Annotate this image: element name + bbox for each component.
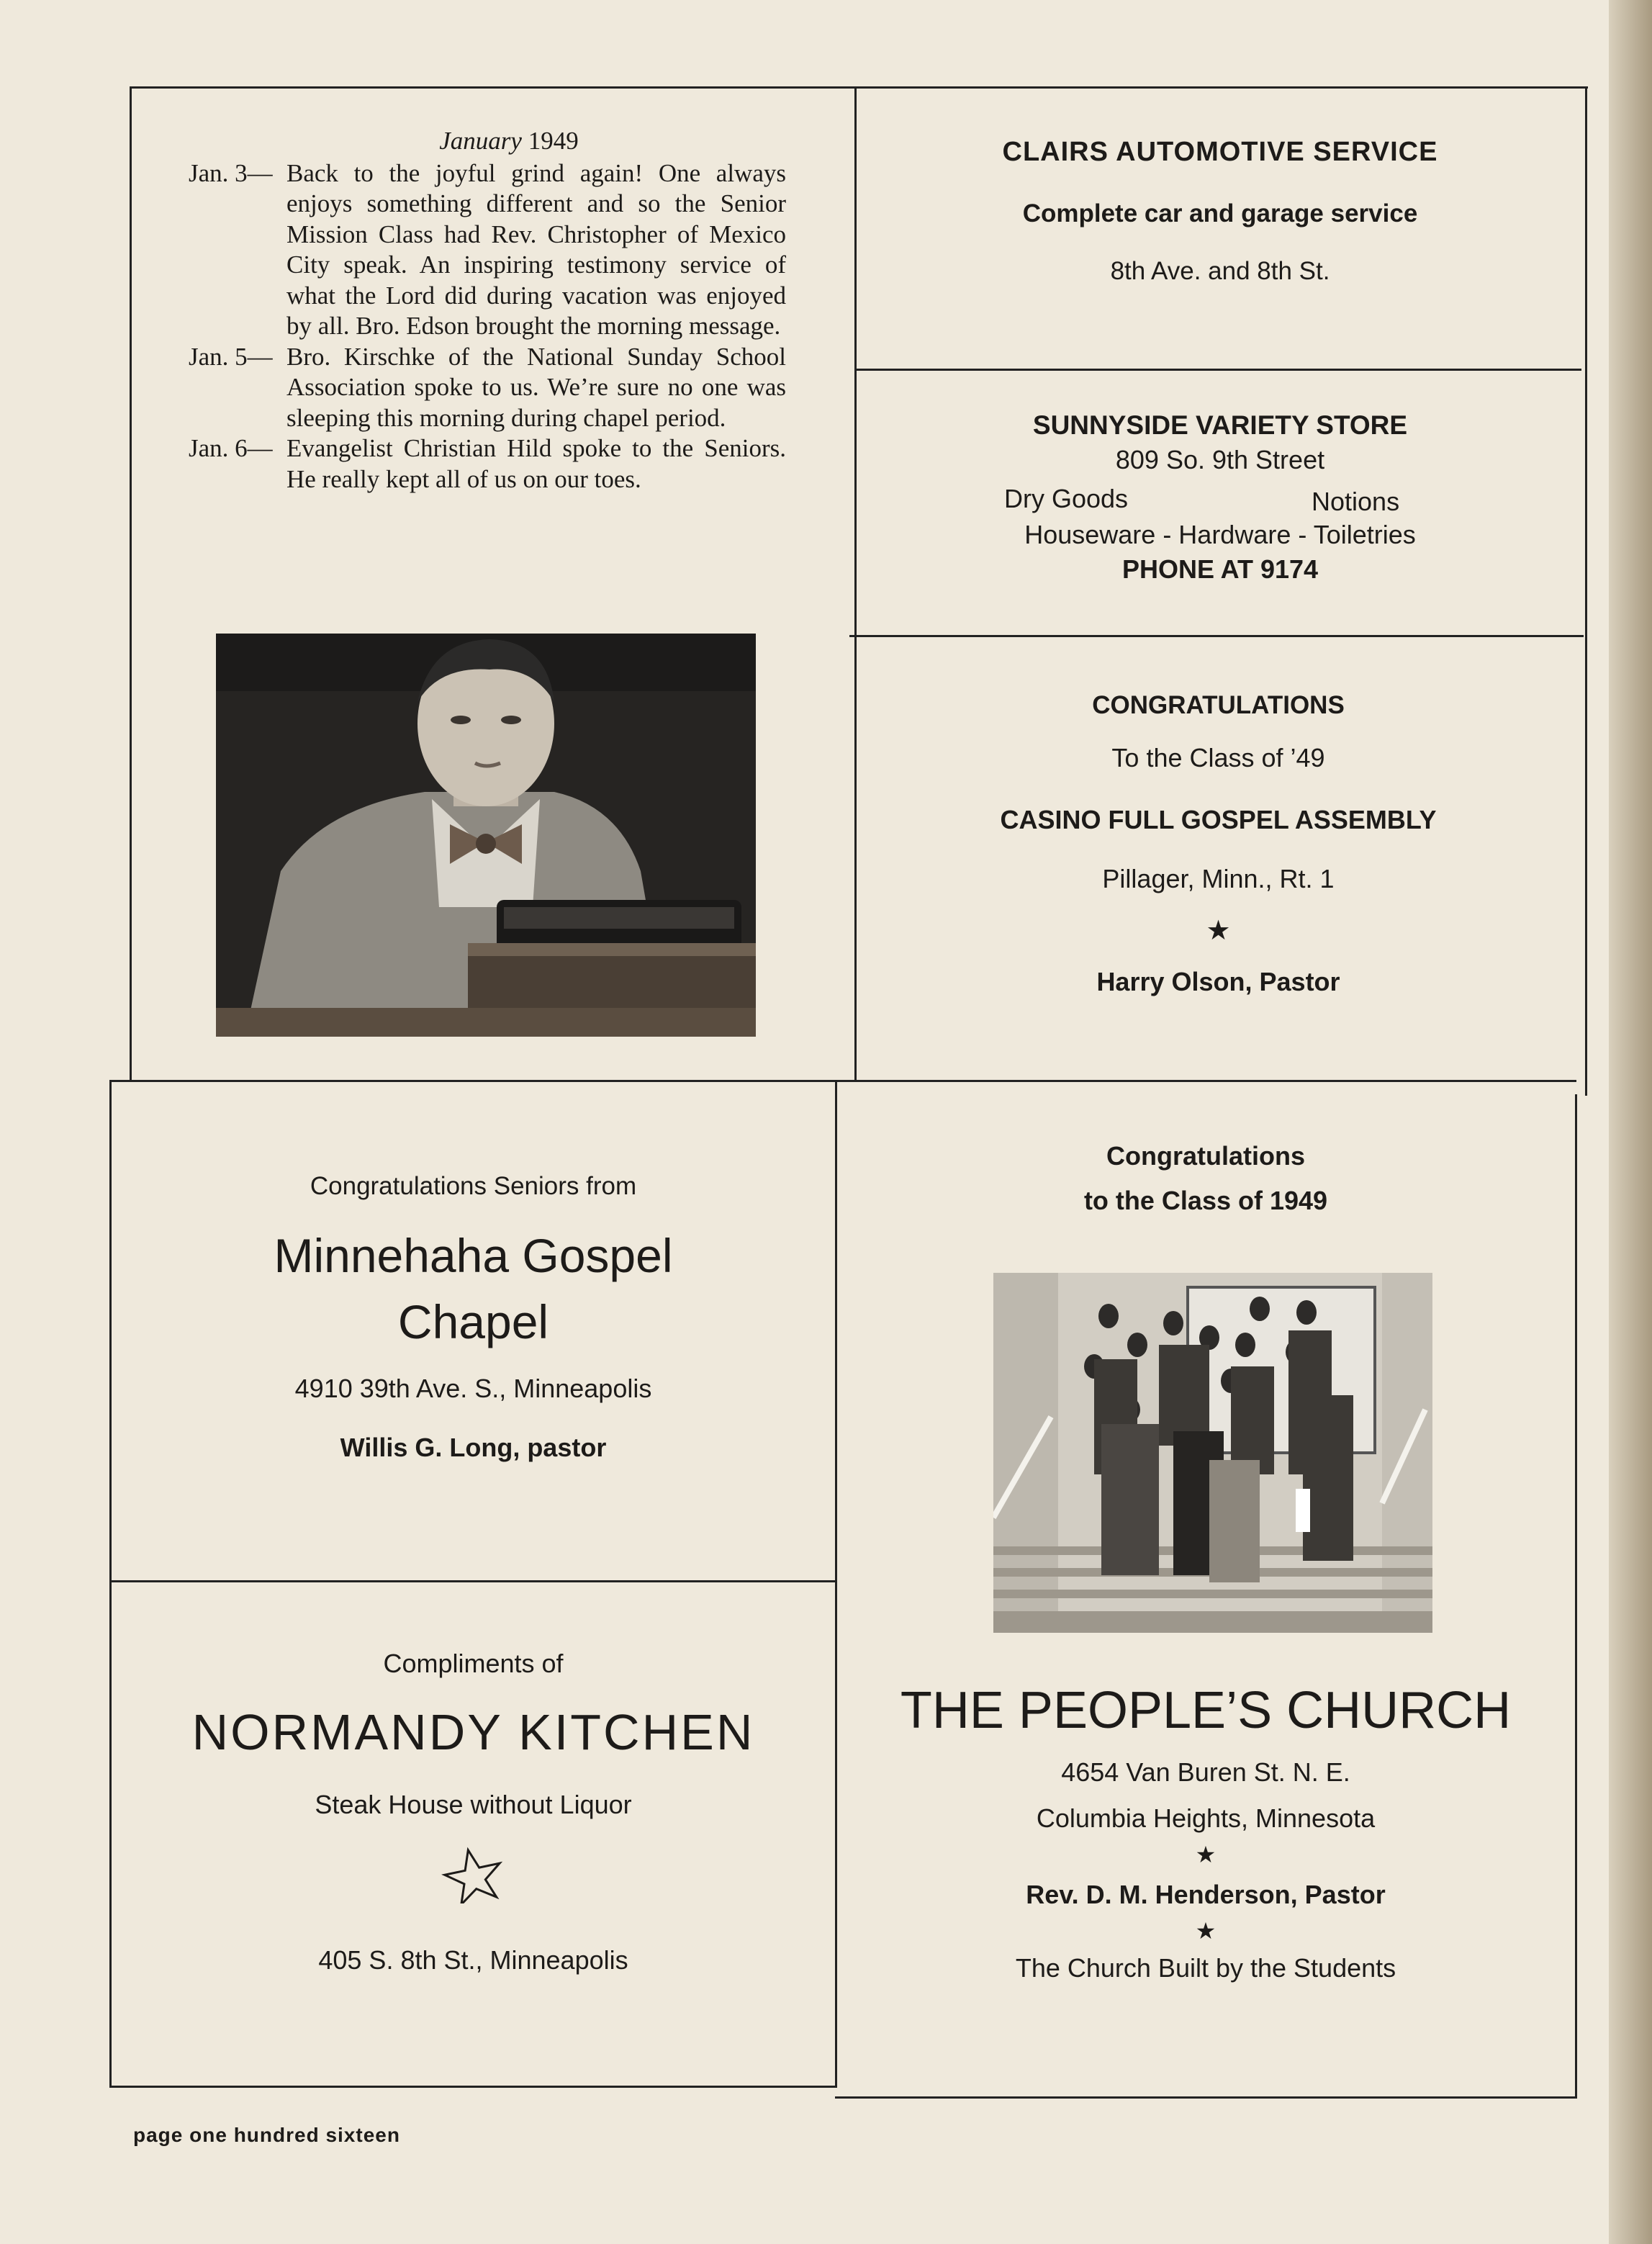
diary-month-year: 1949 <box>528 127 579 155</box>
peoples-congrats-line1: Congratulations <box>1106 1141 1305 1171</box>
normandy-tagline: Steak House without Liquor <box>315 1790 632 1819</box>
diary-entry-date: Jan. 5— <box>189 342 273 371</box>
diary-block <box>189 126 786 495</box>
sunnyside-items-row <box>857 484 1584 518</box>
casino-name: CASINO FULL GOSPEL ASSEMBLY <box>1000 805 1437 834</box>
clairs-name: CLAIRS AUTOMOTIVE SERVICE <box>1002 137 1438 167</box>
diary-entry <box>189 158 786 342</box>
peoples-congrats <box>835 1141 1576 1216</box>
frame-right-border <box>1585 86 1587 1096</box>
sunnyside-address: 809 So. 9th Street <box>1115 445 1325 474</box>
frame-top-border <box>130 86 1588 89</box>
diary-entry <box>189 433 786 495</box>
page-number-label: page one hundred sixteen <box>133 2124 400 2146</box>
diary-entry-text: Evangelist Christian Hild spoke to the Seniors. He really kept all of us on our toes. <box>286 434 786 493</box>
frame-bottom-border-left <box>109 2086 836 2088</box>
clairs-tagline: Complete car and garage service <box>1022 199 1418 227</box>
minnehaha-address: 4910 39th Ave. S., Minneapolis <box>294 1374 652 1403</box>
clairs-address: 8th Ave. and 8th St. <box>1110 257 1330 285</box>
divider-sunnyside-casino <box>849 635 1584 637</box>
diary-entry-text: Bro. Kirschke of the National Sunday School Association spoke to us. We’re sure no one was sleeping this morning during chapel period. <box>286 342 786 432</box>
star-icon: ★ <box>1195 1918 1217 1944</box>
normandy-ad <box>112 1649 835 1975</box>
star-icon: ★ <box>1195 1842 1217 1867</box>
divider-clairs-sunnyside <box>854 369 1581 371</box>
normandy-intro: Compliments of <box>383 1649 564 1678</box>
divider-minnehaha-normandy <box>112 1580 837 1582</box>
divider-middle-horizontal <box>112 1080 1576 1082</box>
minnehaha-intro: Congratulations Seniors from <box>310 1172 637 1200</box>
speaker-photo <box>216 634 756 1037</box>
peoples-motto: The Church Built by the Students <box>1015 1953 1396 1983</box>
peoples-congrats-line2: to the Class of 1949 <box>1083 1186 1328 1215</box>
peoples-pastor: Rev. D. M. Henderson, Pastor <box>1026 1880 1386 1909</box>
casino-congratulations: CONGRATULATIONS <box>1092 691 1345 719</box>
minnehaha-name-line1: Minnehaha Gospel <box>274 1229 673 1282</box>
frame-left-border <box>130 86 132 1080</box>
minnehaha-name-line2: Chapel <box>397 1295 549 1348</box>
sunnyside-ad <box>857 410 1584 585</box>
diary-month <box>189 126 786 157</box>
clairs-ad <box>857 137 1584 286</box>
church-group-photo <box>993 1273 1432 1633</box>
normandy-name: NORMANDY KITCHEN <box>191 1704 755 1760</box>
casino-ad <box>853 691 1584 997</box>
peoples-address: 4654 Van Buren St. N. E. <box>1061 1757 1350 1787</box>
diary-entry-text: Back to the joyful grind again! One always enjoys something different and so the Senior Mission Class had Rev. Christopher of Mexico City speak. An inspiring testimony service of what the Lord did during vacation was enjoyed by all. Bro. Edson brought the morning message. <box>286 158 786 340</box>
sunnyside-name: SUNNYSIDE VARIETY STORE <box>1032 410 1408 440</box>
diary-entry <box>189 342 786 434</box>
casino-to-class: To the Class of ’49 <box>1111 743 1325 772</box>
peoples-city: Columbia Heights, Minnesota <box>1036 1803 1376 1833</box>
normandy-address: 405 S. 8th St., Minneapolis <box>318 1945 628 1975</box>
page-edge <box>1609 0 1652 2244</box>
sunnyside-items-line: Houseware - Hardware - Toiletries <box>1024 520 1416 549</box>
peoples-name: THE PEOPLE’S CHURCH <box>900 1682 1512 1739</box>
minnehaha-ad <box>112 1172 835 1463</box>
peoples-church-ad <box>835 1681 1576 1983</box>
star-outline-icon <box>112 1846 835 1903</box>
casino-pastor: Harry Olson, Pastor <box>1096 967 1340 996</box>
sunnyside-notions: Notions <box>1312 487 1400 516</box>
diary-entry-date: Jan. 3— <box>189 158 273 187</box>
diary-entry-date: Jan. 6— <box>189 434 273 462</box>
casino-address: Pillager, Minn., Rt. 1 <box>1102 864 1335 893</box>
star-icon: ★ <box>1206 916 1231 946</box>
sunnyside-phone: PHONE AT 9174 <box>1121 554 1319 584</box>
sunnyside-dry-goods: Dry Goods <box>1004 484 1129 513</box>
diary-month-name: January <box>439 127 522 155</box>
minnehaha-pastor: Willis G. Long, pastor <box>340 1433 607 1462</box>
frame-bottom-border-right <box>835 2096 1576 2099</box>
